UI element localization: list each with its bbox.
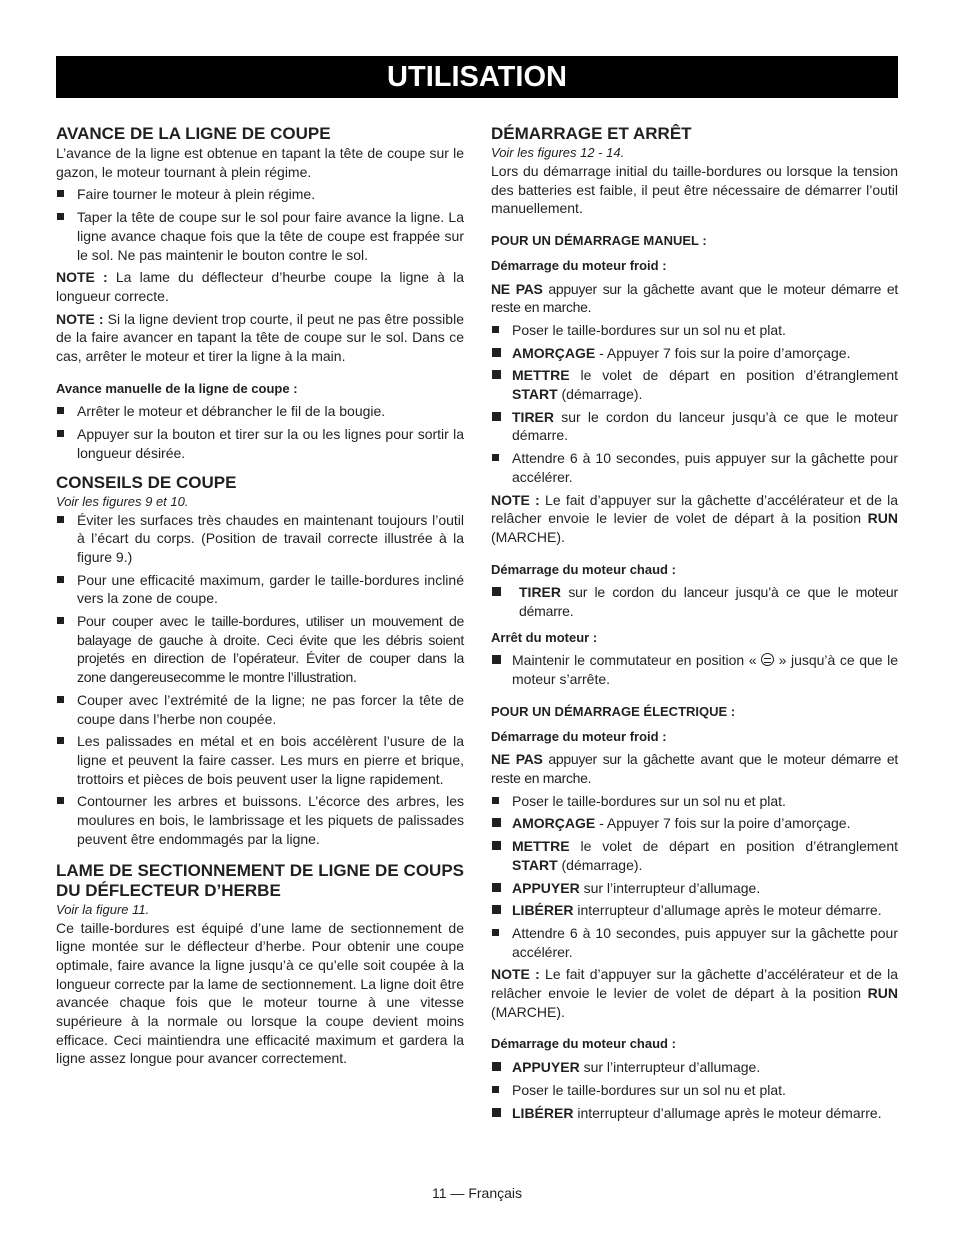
square-bullet-icon [57, 407, 64, 414]
list-item-text: - Appuyer 7 fois sur la poire d’amorçage. [595, 344, 851, 361]
figure-reference: Voir la figure 11. [56, 901, 150, 917]
figure-reference: Voir les figures 9 et 10. [56, 493, 189, 509]
step-label: AMORÇAGE [512, 815, 596, 832]
page-footer [0, 1185, 954, 1201]
note-label: NOTE : [491, 491, 540, 508]
note-text: La lame du déflecteur d’heurbe coupe la ligne à la longueur correcte. [56, 269, 464, 304]
list-item-text: (démarrage). [557, 856, 643, 873]
subheading: Avance manuelle de la ligne de coupe : [56, 380, 298, 396]
list-item [56, 691, 464, 728]
list-item [491, 449, 898, 486]
warning-label: NE PAS [491, 751, 543, 768]
list-item-text: Éviter les surfaces très chaudes en maintenant toujours l’outil à l’écart du corps. (Position de travail correcte illustrée à la figure 9.) [77, 511, 464, 565]
section-title-line-advance: AVANCE DE LA LIGNE DE COUPE [56, 124, 331, 143]
square-bullet-icon [492, 454, 499, 461]
square-bullet-icon [57, 213, 64, 220]
list-item-text: (démarrage). [557, 386, 643, 403]
square-bullet-icon [492, 326, 499, 333]
list-item-text: Arrêter le moteur et débrancher le fil de la bougie. [77, 403, 386, 420]
bullet-list [56, 511, 464, 849]
subheading: POUR UN DÉMARRAGE MANUEL : [491, 233, 707, 249]
right-column [491, 116, 898, 1126]
warning-text: appuyer sur la gâchette avant que le moteur démarre et reste en marche. [491, 280, 898, 316]
step-label: TIRER [519, 584, 561, 601]
list-item-text: Les palissades en métal et en bois accélèrent l’usure de la ligne et peuvent la faire casser. Les murs en pierre et brique, trottoirs et pièces de bois peuvent user la ligne rapidement. [77, 733, 464, 787]
square-bullet-icon [492, 348, 501, 357]
square-bullet-icon [57, 190, 64, 197]
warning [491, 280, 898, 317]
square-bullet-icon [57, 430, 64, 437]
list-item [491, 583, 898, 620]
step-label: METTRE [512, 367, 570, 384]
list-item [56, 402, 464, 421]
bullet-list [491, 651, 898, 688]
list-item-text: Attendre 6 à 10 secondes, puis appuyer sur la gâchette pour accélérer. [512, 924, 898, 960]
note-label: NOTE : [491, 966, 540, 983]
square-bullet-icon [492, 587, 501, 596]
square-bullet-icon [492, 929, 499, 936]
step-keyword: START [512, 856, 558, 873]
warning-label: NE PAS [491, 280, 543, 297]
list-item-text: sur le cordon du lanceur jusqu’à ce que le moteur démarre. [519, 584, 898, 620]
warning [491, 750, 898, 787]
paragraph: L’avance de la ligne est obtenue en tapant la tête de coupe sur le gazon, le moteur tournant à plein régime. [56, 145, 464, 180]
list-item [491, 901, 898, 920]
note-keyword: RUN [867, 510, 898, 527]
square-bullet-icon [57, 696, 64, 703]
square-bullet-icon [492, 883, 501, 892]
note [491, 491, 898, 547]
list-item-text: Contourner les arbres et buissons. L’écorce des arbres, les moulures en bois, le lambrissage et les piquets de palissades peuvent être endommagés par la ligne. [77, 793, 464, 847]
square-bullet-icon [492, 1086, 499, 1093]
list-item-text: Faire tourner le moteur à plein régime. [77, 186, 316, 203]
list-item-text: Maintenir le commutateur en position « [512, 652, 762, 669]
note-keyword: RUN [867, 985, 898, 1002]
square-bullet-icon [492, 841, 501, 850]
list-item [491, 1058, 898, 1077]
step-keyword: START [512, 386, 558, 403]
paragraph: Lors du démarrage initial du taille-bordures ou lorsque la tension des batteries est faible, il peut être nécessaire de démarrer l’outil manuellement. [491, 163, 898, 217]
paragraph: Ce taille-bordures est équipé d’une lame de sectionnement de ligne montée sur le déflecteur d’herbe. Pour obtenir une coupe optimale, faire avance la ligne jusqu’à ce qu’elle soit coupée à la longueur correcte par la lame de sectionnement. La ligne doit être avancée chaque fois que le moteur tourne à une vitesse supérieure à la normale ou lorsque la coupe devient moins efficace. Ceci maintiendra une efficacité maximum et gardera la ligne assez longue pour avancer correctement. [56, 919, 464, 1067]
list-item [491, 879, 898, 898]
note-text: Le fait d’appuyer sur la gâchette d’accélérateur et de la relâcher envoie le levier de volet de départ à la position [491, 966, 898, 1002]
list-item-text: le volet de départ en position d’étranglement [569, 367, 898, 384]
section-title-line-cutting-blade: LAME DE SECTIONNEMENT DE LIGNE DE COUPS DU DÉFLECTEUR D’HERBE [56, 860, 464, 900]
subheading: Démarrage du moteur froid : [491, 257, 667, 273]
list-item-text: Poser le taille-bordures sur un sol nu et plat. [512, 321, 786, 338]
note [56, 268, 464, 305]
list-item-text: interrupteur d’allumage après le moteur démarre. [573, 1104, 882, 1121]
square-bullet-icon [492, 412, 501, 421]
list-item [491, 1104, 898, 1123]
list-item-text: Taper la tête de coupe sur le sol pour faire avance la ligne. La ligne avance chaque fois que la tête de coupe est frappée sur le sol. Ne pas maintenir le bouton contre le sol. [77, 209, 464, 263]
list-item-text: Appuyer sur la bouton et tirer sur la ou les lignes pour sortir la longueur désirée. [77, 426, 464, 461]
note-text: Si la ligne devient trop courte, il peut ne pas être possible de la faire avancer en tapant la tête de coupe sur le sol. Dans ce cas, arrêter le moteur et tirer la ligne à la main. [56, 310, 464, 365]
note-label: NOTE : [56, 310, 104, 327]
list-item [491, 344, 898, 363]
bullet-list [56, 185, 464, 264]
subheading: Démarrage du moteur froid : [491, 728, 667, 744]
square-bullet-icon [57, 737, 64, 744]
note [491, 965, 898, 1021]
list-item-text: interrupteur d’allumage après le moteur démarre. [573, 902, 882, 919]
list-item-text: Pour couper avec le taille-bordures, utiliser un mouvement de balayage de gauche à droite. Ceci évite que les débris soient projetés en direction de l’opérateur. Éviter de couper dans la zone dangereusecomme le montre l’illustration. [77, 613, 464, 686]
square-bullet-icon [492, 818, 501, 827]
bullet-list [491, 792, 898, 962]
list-item-text: sur l’interrupteur d’allumage. [579, 879, 761, 896]
list-item-text: sur l’interrupteur d’allumage. [579, 1059, 761, 1076]
subheading: POUR UN DÉMARRAGE ÉLECTRIQUE : [491, 703, 736, 719]
note-text: (MARCHE). [491, 1003, 565, 1020]
subheading: Démarrage du moteur chaud : [491, 1036, 676, 1052]
note-text: (MARCHE). [491, 528, 565, 545]
list-item-text: Poser le taille-bordures sur un sol nu et plat. [512, 1081, 786, 1098]
list-item [56, 732, 464, 788]
list-item-text: Pour une efficacité maximum, garder le taille-bordures incliné vers la zone de coupe. [77, 571, 464, 607]
square-bullet-icon [492, 1108, 501, 1117]
step-label: AMORÇAGE [512, 344, 596, 361]
square-bullet-icon [492, 797, 499, 804]
step-label: TIRER [512, 408, 554, 425]
square-bullet-icon [492, 905, 501, 914]
note-label: NOTE : [56, 269, 108, 286]
bullet-list [491, 321, 898, 487]
step-label: LIBÉRER [512, 902, 574, 919]
list-item [491, 1081, 898, 1100]
list-item-text: - Appuyer 7 fois sur la poire d’amorçage. [595, 815, 851, 832]
list-item [56, 511, 464, 567]
list-item [56, 612, 464, 687]
figure-reference: Voir les figures 12 - 14. [491, 145, 625, 160]
stop-switch-icon [761, 653, 774, 666]
square-bullet-icon [492, 1062, 501, 1071]
note [56, 310, 464, 366]
square-bullet-icon [57, 797, 64, 804]
section-title-cutting-tips: CONSEILS DE COUPE [56, 472, 237, 492]
list-item [491, 814, 898, 833]
bullet-list [56, 402, 464, 462]
list-item-text: Attendre 6 à 10 secondes, puis appuyer sur la gâchette pour accélérer. [512, 450, 898, 485]
list-item [491, 408, 898, 445]
page-title-banner: UTILISATION [56, 56, 898, 98]
square-bullet-icon [57, 617, 64, 624]
list-item-text: Poser le taille-bordures sur un sol nu et plat. [512, 792, 786, 809]
square-bullet-icon [57, 516, 64, 523]
subheading: Démarrage du moteur chaud : [491, 561, 676, 577]
subheading: Arrêt du moteur : [491, 629, 598, 645]
list-item-text: le volet de départ en position d’étranglement [569, 838, 898, 855]
warning-text: appuyer sur la gâchette avant que le moteur démarre et reste en marche. [491, 751, 898, 786]
square-bullet-icon [492, 370, 501, 379]
step-label: APPUYER [512, 879, 580, 896]
bullet-list [491, 583, 898, 620]
list-item [491, 321, 898, 340]
note-text: Le fait d’appuyer sur la gâchette d’accélérateur et de la relâcher envoie le levier de volet de départ à la position [491, 491, 898, 527]
list-item [56, 185, 464, 204]
list-item [491, 366, 898, 403]
list-item [491, 651, 898, 688]
step-label: APPUYER [512, 1059, 580, 1076]
list-item-text: » jusqu’à ce que le moteur s’arrête. [512, 652, 899, 688]
list-item-text: Couper avec l’extrémité de la ligne; ne pas forcer la tête de coupe dans l’herbe non coupée. [77, 691, 464, 727]
list-item [56, 792, 464, 848]
bullet-list [491, 1058, 898, 1122]
list-item [56, 425, 464, 462]
page-number: 11 — Français [432, 1185, 522, 1201]
square-bullet-icon [492, 655, 501, 664]
list-item [491, 924, 898, 961]
list-item-text: sur le cordon du lanceur jusqu’à ce que le moteur démarre. [512, 408, 898, 444]
step-label: METTRE [512, 838, 570, 855]
section-title-start-stop: DÉMARRAGE ET ARRÊT [491, 124, 692, 143]
left-column [56, 116, 464, 1072]
square-bullet-icon [57, 576, 64, 583]
step-label: LIBÉRER [512, 1104, 574, 1121]
list-item [56, 571, 464, 608]
list-item [491, 792, 898, 811]
list-item [56, 208, 464, 264]
list-item [491, 837, 898, 874]
